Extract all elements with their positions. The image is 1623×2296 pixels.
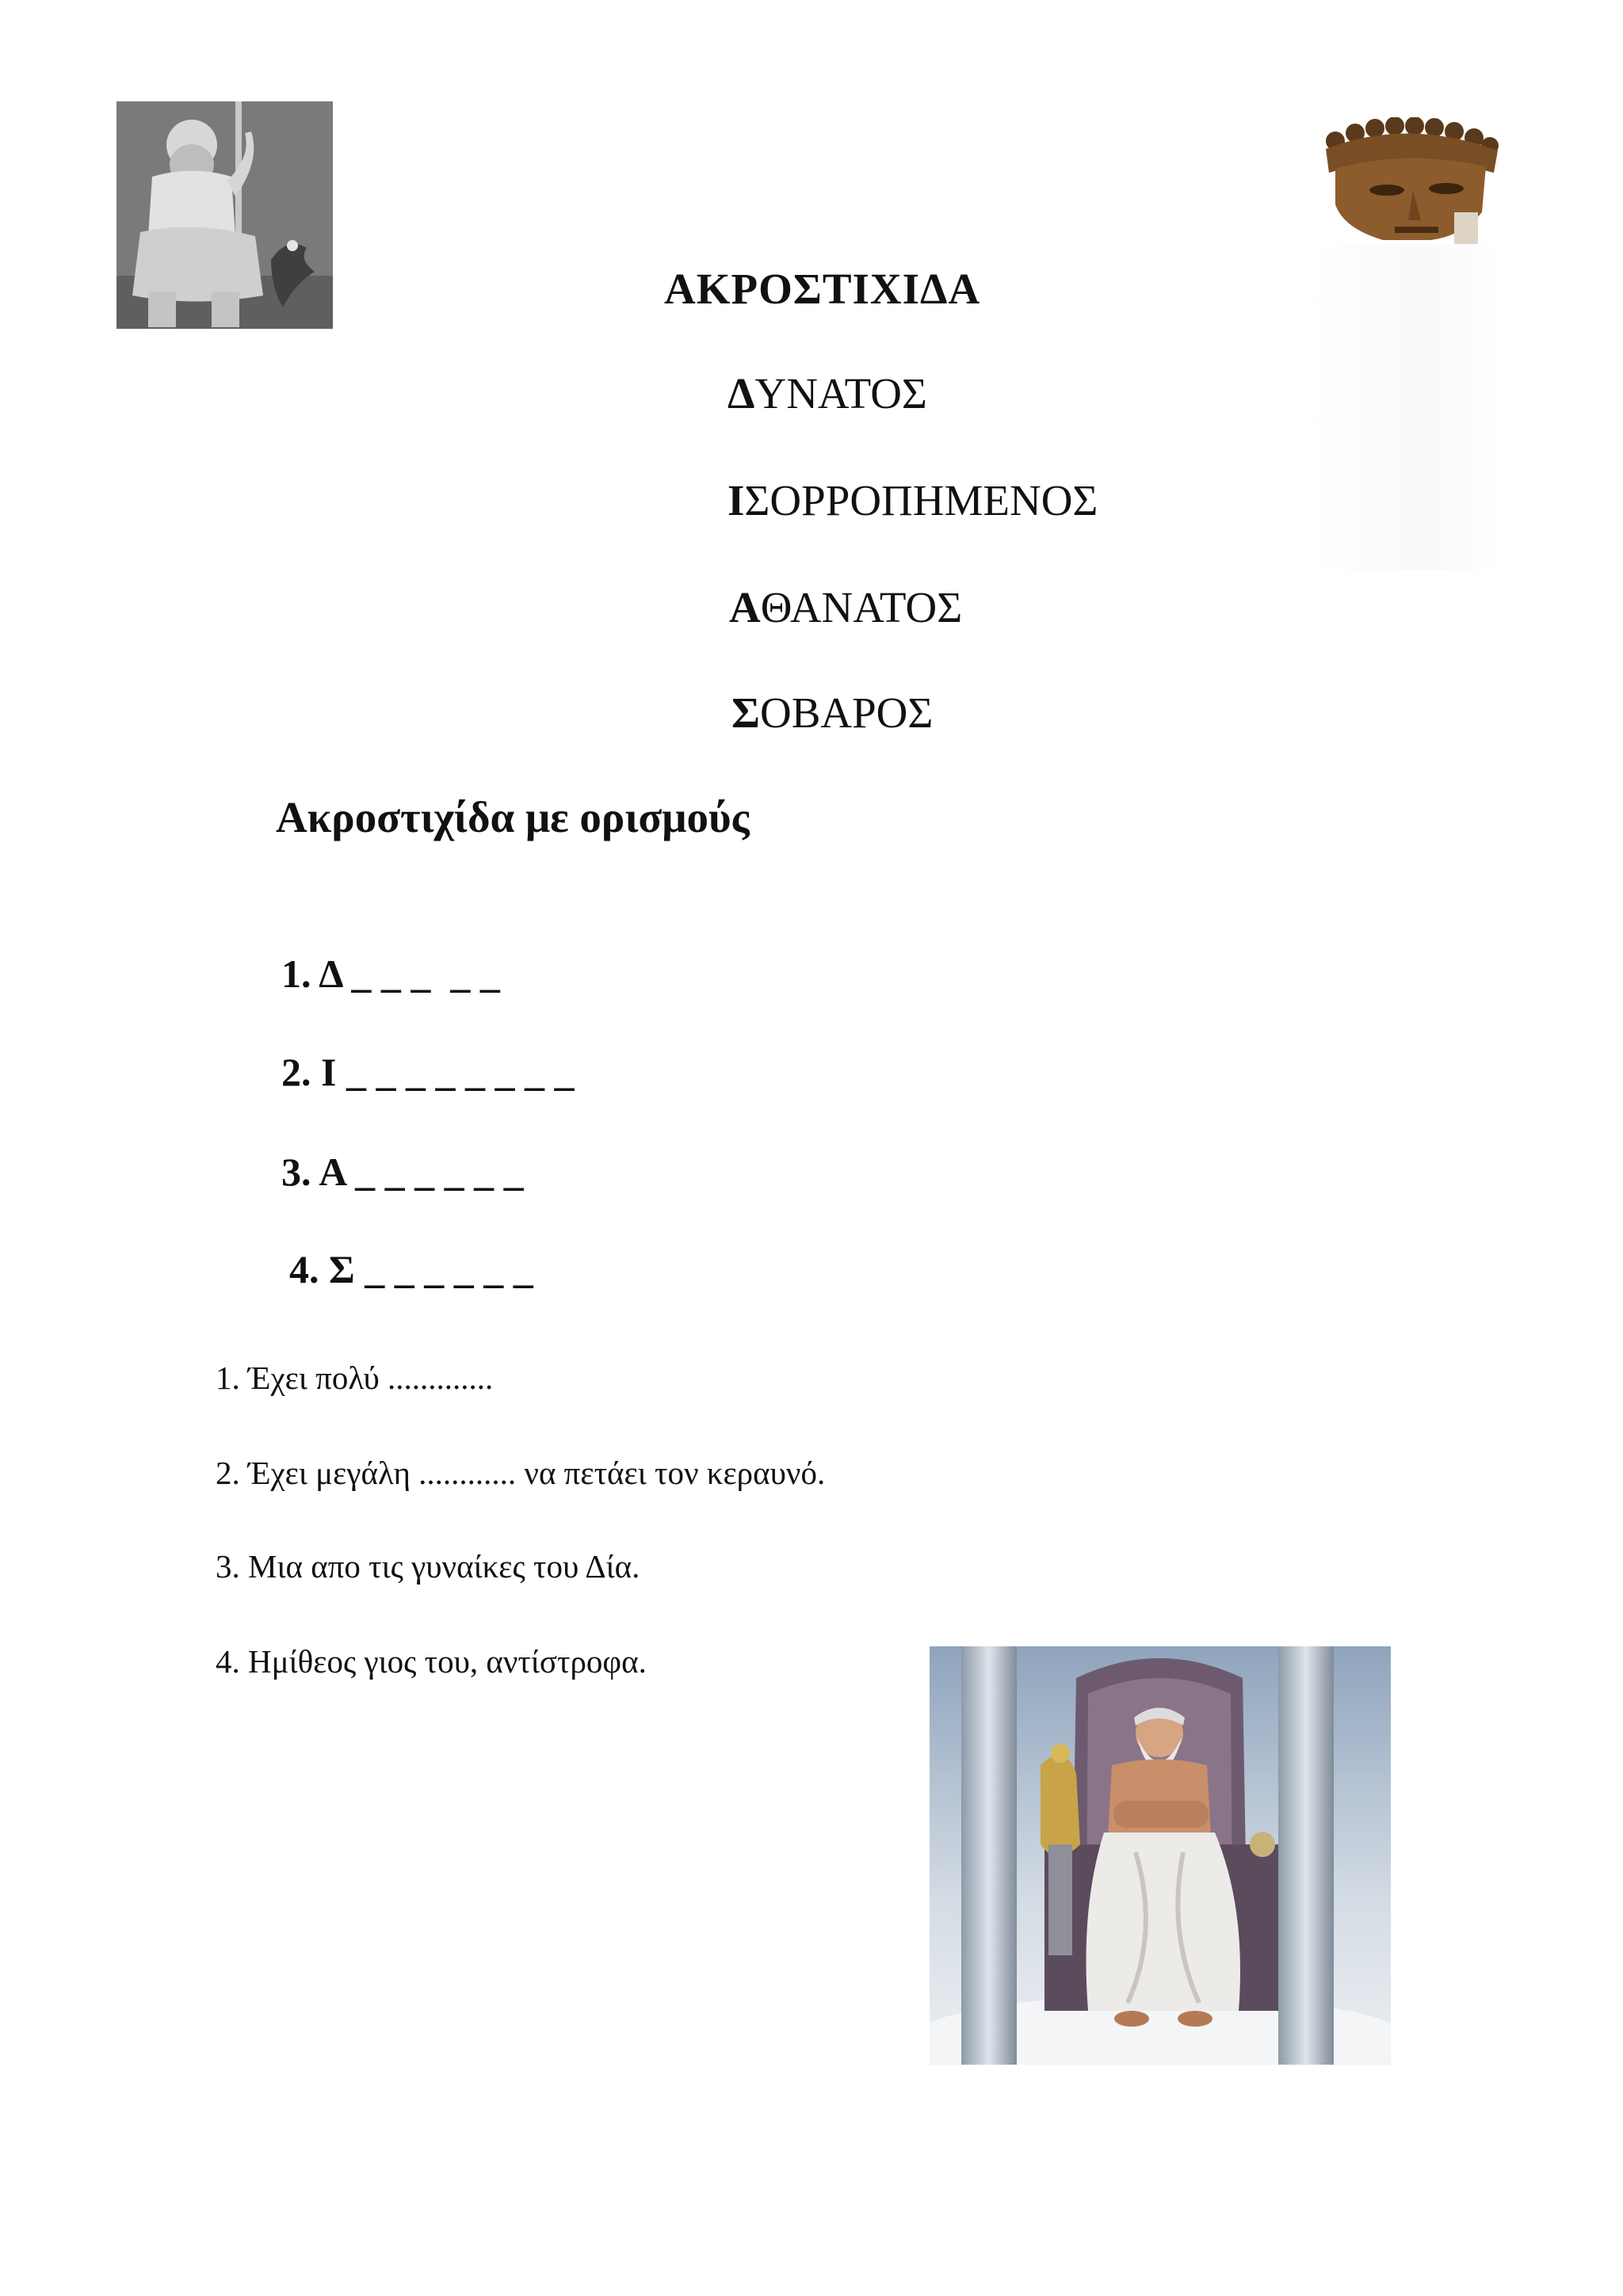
acrostic-rest: ΣΟΡΡΟΠΗΜΕΝΟΣ xyxy=(744,476,1098,524)
puzzle-blanks: _ _ _ _ _ _ _ _ xyxy=(346,1050,575,1094)
puzzle-blanks: _ _ _ _ _ _ xyxy=(355,1150,524,1194)
acrostic-initial: Α xyxy=(729,583,761,631)
puzzle-blanks: _ _ _ _ _ xyxy=(351,952,500,996)
puzzle-label: 4. Σ xyxy=(289,1247,355,1291)
puzzle-item-1 xyxy=(281,951,500,997)
image-fade-area xyxy=(1308,238,1506,570)
definition-3: 3. Μια απο τις γυναίκες του Δία. xyxy=(216,1548,640,1585)
puzzle-label: 2. Ι xyxy=(281,1050,337,1094)
acrostic-initial: Σ xyxy=(731,688,760,737)
definition-2: 2. Έχει μεγάλη ............ να πετάει τον κεραυνό. xyxy=(216,1455,826,1491)
definition-1: 1. Έχει πολύ ............. xyxy=(216,1360,494,1396)
puzzle-item-3 xyxy=(281,1149,524,1195)
acrostic-initial: Ι xyxy=(727,476,745,524)
acrostic-word-3 xyxy=(729,582,962,632)
puzzle-blanks: _ _ _ _ _ _ xyxy=(365,1247,533,1291)
acrostic-word-1 xyxy=(727,368,927,418)
puzzle-item-4 xyxy=(289,1246,533,1292)
bronze-head-image xyxy=(1312,117,1506,244)
page-title: ΑΚΡΟΣΤΙΧΙΔΑ xyxy=(664,265,981,313)
statue-image xyxy=(116,101,333,329)
acrostic-word-4 xyxy=(731,688,933,738)
definition-4: 4. Ημίθεος γιος του, αντίστροφα. xyxy=(216,1643,647,1680)
acrostic-rest: ΘΑΝΑΤΟΣ xyxy=(760,583,963,631)
puzzle-item-2 xyxy=(281,1049,574,1095)
puzzle-label: 1. Δ xyxy=(281,952,342,996)
puzzle-label: 3. Α xyxy=(281,1150,346,1194)
acrostic-rest: ΟΒΑΡΟΣ xyxy=(759,688,934,737)
acrostic-initial: Δ xyxy=(727,369,755,418)
section-subtitle: Ακροστιχίδα με ορισμούς xyxy=(276,793,750,841)
throne-image xyxy=(930,1646,1391,2065)
acrostic-word-2 xyxy=(727,475,1098,525)
acrostic-rest: ΥΝΑΤΟΣ xyxy=(754,369,927,418)
